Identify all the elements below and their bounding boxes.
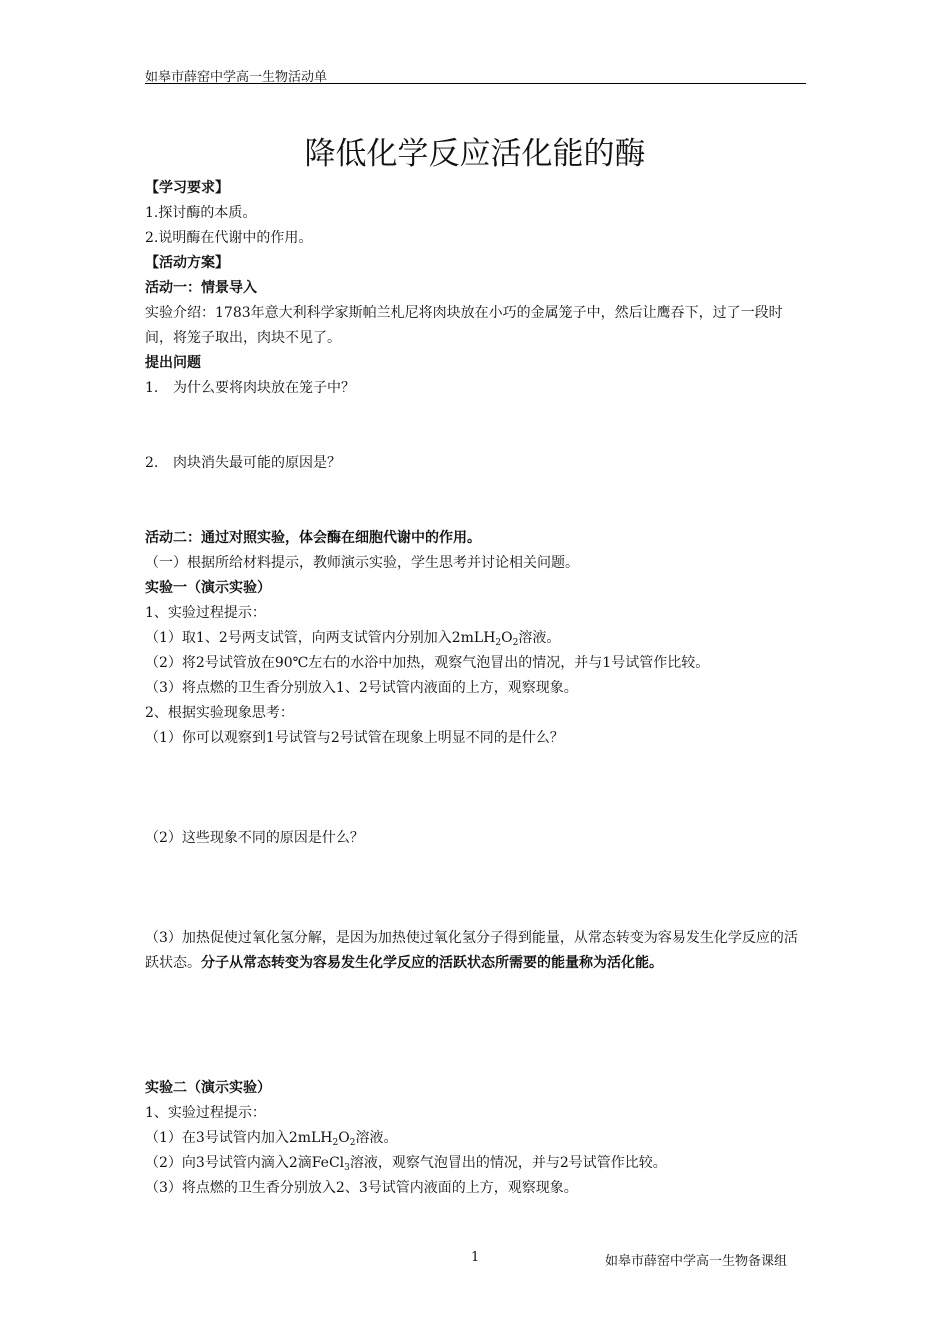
experiment1-procedure: 1、实验过程提示：	[145, 605, 266, 621]
page-number: 1	[471, 1250, 480, 1265]
experiment2-step: （3）将点燃的卫生香分别放入2、3号试管内液面的上方，观察现象。	[145, 1180, 578, 1196]
subscript: 3	[344, 1163, 350, 1173]
step-text: 溶液。	[355, 1130, 398, 1146]
header-rule	[145, 83, 806, 84]
page-footer: 如皋市薛窑中学高一生物备课组	[605, 1254, 788, 1269]
experiment1-step: （2）将2号试管放在90℃左右的水浴中加热，观察气泡冒出的情况，并与1号试管作比较。	[145, 655, 710, 671]
subscript: 2	[512, 638, 519, 648]
experiment1-step	[145, 626, 807, 651]
answer-space	[145, 401, 807, 451]
step-text: 溶液，观察气泡冒出的情况，并与2号试管作比较。	[349, 1155, 667, 1171]
answer-space	[145, 751, 807, 826]
plan-heading: 【活动方案】	[145, 255, 229, 271]
step-text: （2）向3号试管内滴入2滴FeCl	[145, 1155, 345, 1171]
question-heading: 提出问题	[145, 355, 201, 371]
question-text: 肉块消失最可能的原因是？	[173, 455, 341, 471]
think-question	[145, 926, 807, 976]
experiment1-step: （3）将点燃的卫生香分别放入1、2号试管内液面的上方，观察现象。	[145, 680, 578, 696]
requirements-heading: 【学习要求】	[145, 180, 229, 196]
page-header: 如皋市薛窑中学高一生物活动单	[145, 70, 328, 85]
activity1-intro: 实验介绍：1783年意大利科学家斯帕兰札尼将肉块放在小巧的金属笼子中，然后让鹰吞下，过了一段时间，将笼子取出，肉块不见了。	[145, 305, 783, 346]
experiment2-procedure: 1、实验过程提示：	[145, 1105, 266, 1121]
subscript: 2	[349, 1138, 356, 1148]
activation-energy-definition: 分子从常态转变为容易发生化学反应的活跃状态所需要的能量称为活化能。	[201, 955, 663, 971]
experiment2-step	[145, 1151, 807, 1176]
answer-space	[145, 476, 807, 526]
step-text: 溶液。	[518, 630, 561, 646]
think-question: （2）这些现象不同的原因是什么？	[145, 830, 364, 846]
activity1-heading: 活动一：情景导入	[145, 280, 257, 296]
requirement-item: 2.说明酶在代谢中的作用。	[145, 230, 313, 246]
experiment2-step	[145, 1126, 807, 1151]
document-body	[145, 176, 807, 1201]
step-text: O	[501, 630, 513, 646]
activity2-heading: 活动二：通过对照实验，体会酶在细胞代谢中的作用。	[145, 530, 481, 546]
answer-space	[145, 851, 807, 926]
subscript: 2	[495, 638, 502, 648]
experiment1-heading: 实验一（演示实验）	[145, 580, 271, 596]
question-item	[145, 376, 807, 401]
step-text: （1）在3号试管内加入2mLH	[145, 1130, 333, 1146]
experiment2-heading: 实验二（演示实验）	[145, 1080, 271, 1096]
question-text: 为什么要将肉块放在笼子中？	[173, 380, 355, 396]
paragraph-text: （3）加热促使过氧化氢分解，是因为加热使过氧化氢分子得到能量，从常态转变为容易发生化学反应的活跃状态。	[145, 930, 798, 971]
question-number: 2.	[145, 455, 159, 471]
question-item	[145, 451, 807, 476]
question-number: 1.	[145, 380, 159, 396]
requirement-item: 1.探讨酶的本质。	[145, 205, 257, 221]
experiment1-think: 2、根据实验现象思考：	[145, 705, 294, 721]
step-text: （1）取1、2号两支试管，向两支试管内分别加入2mLH	[145, 630, 496, 646]
step-text: O	[338, 1130, 350, 1146]
page-title: 降低化学反应活化能的酶	[304, 136, 646, 172]
subscript: 2	[332, 1138, 339, 1148]
think-question: （1）你可以观察到1号试管与2号试管在现象上明显不同的是什么？	[145, 730, 564, 746]
activity2-subheading: （一）根据所给材料提示，教师演示实验，学生思考并讨论相关问题。	[145, 555, 579, 571]
answer-space	[145, 976, 807, 1076]
